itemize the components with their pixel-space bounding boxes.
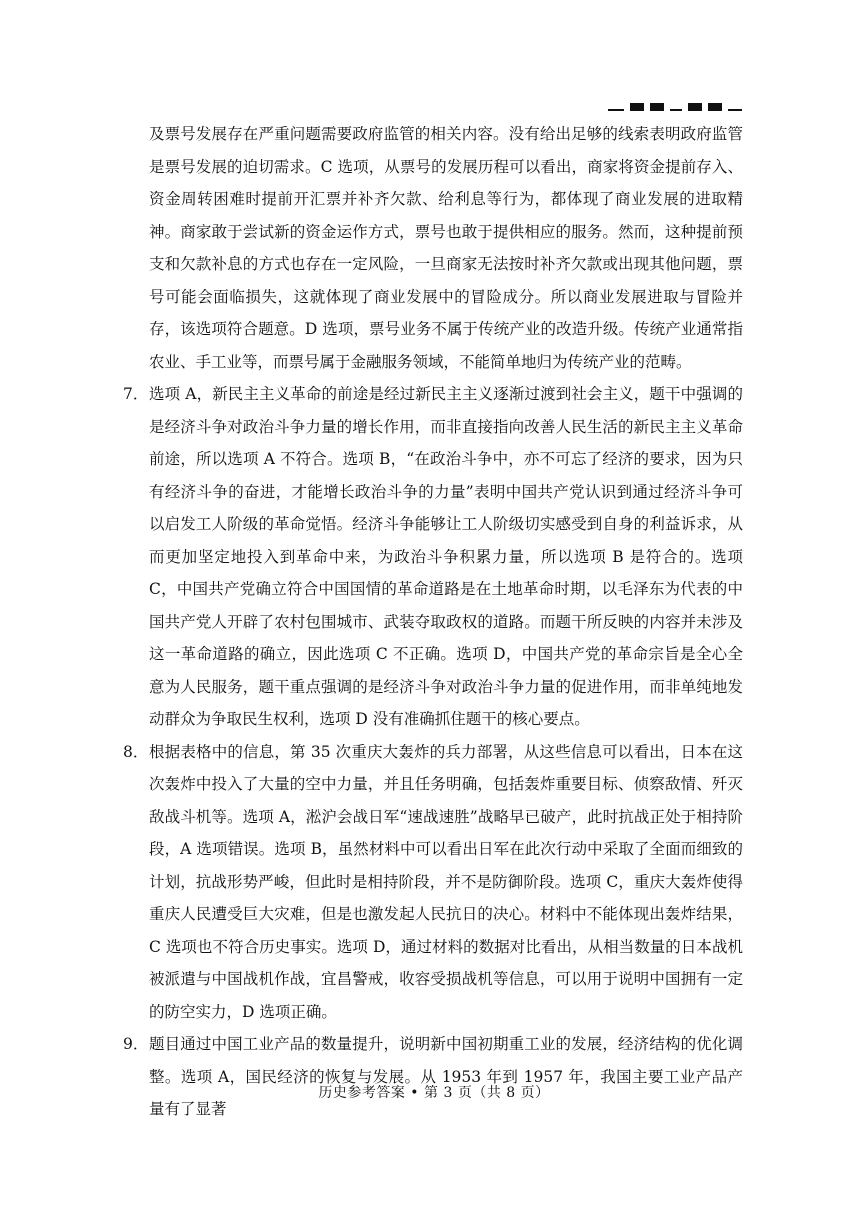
item-number: 8．	[123, 742, 149, 761]
answer-content	[123, 118, 743, 1126]
item-text: 根据表格中的信息，第 35 次重庆大轰炸的兵力部署，从这些信息可以看出，日本在这次轰炸中投入了大量的空中力量，并且任务明确，包括轰炸重要目标、侦察敌情、歼灭敌战斗机等。选项 A，淞沪会战日军“速战速胜”战略早已破产，此时抗战正处于相持阶段，A 选项错误。选项 B，虽然材料中可以看出日军在此次行动中采取了全面而细致的计划，抗战形势严峻，但此时是相持阶段，并不是防御阶段。选项 C，重庆大轰炸使得重庆人民遭受巨大灾难，但是也激发起人民抗日的决心。材料中不能体现出轰炸结果，C 选项也不符合历史事实。选项 D，通过材料的数据对比看出，从相当数量的日本战机被派遣与中国战机作战，宜昌警戒，收容受损战机等信息，可以用于说明中国拥有一定的防空实力，D 选项正确。	[149, 742, 743, 1021]
mark-block	[630, 103, 644, 111]
item-text: 题目通过中国工业产品的数量提升，说明新中国初期重工业的发展，经济结构的优化调整。选项 A，国民经济的恢复与发展。从 1953 年到 1957 年，我国主要工业产品产量有了显著	[149, 1035, 743, 1118]
mark-dash	[608, 109, 624, 111]
page-footer: 历史参考答案 • 第 3 页（共 8 页）	[318, 1085, 550, 1101]
mark-block	[688, 103, 702, 111]
continuation-paragraph: 及票号发展存在严重问题需要政府监管的相关内容。没有给出足够的线索表明政府监管是票号发展的迫切需求。C 选项，从票号的发展历程可以看出，商家将资金提前存入、资金周转困难时提前开汇票并补齐欠款、给利息等行为，都体现了商业发展的进取精神。商家敢于尝试新的资金运作方式，票号也敢于提供相应的服务。然而，这种提前预支和欠款补息的方式也存在一定风险，一旦商家无法按时补齐欠款或出现其他问题，票号可能会面临损失，这就体现了商业发展中的冒险成分。所以商业发展进取与冒险并存，该选项符合题意。D 选项，票号业务不属于传统产业的改造升级。传统产业通常指农业、手工业等，而票号属于金融服务领域，不能简单地归为传统产业的范畴。	[149, 125, 743, 371]
mark-block	[708, 103, 722, 111]
answer-item-8	[123, 736, 743, 1029]
mark-dash	[728, 109, 742, 111]
answer-item-9	[123, 1028, 743, 1126]
mark-block	[650, 103, 664, 111]
item-number: 7．	[123, 385, 149, 403]
item-number: 9．	[123, 1035, 149, 1053]
mark-bracket	[670, 109, 682, 111]
answer-item-7	[123, 378, 743, 736]
item-text: 选项 A，新民主主义革命的前途是经过新民主主义逐渐过渡到社会主义，题干中强调的是经济斗争对政治斗争力量的增长作用，而非直接指向改善人民生活的新民主主义革命前途，所以选项 A 不符合。选项 B，“在政治斗争中，亦不可忘了经济的要求，因为只有经济斗争的奋进，才能增长政治斗争的力量”表明中国共产党认识到通过经济斗争可以启发工人阶级的革命觉悟。经济斗争能够让工人阶级切实感受到自身的利益诉求，从而更加坚定地投入到革命中来，为政治斗争积累力量，所以选项 B 是符合的。选项 C，中国共产党确立符合中国国情的革命道路是在土地革命时期，以毛泽东为代表的中国共产党人开辟了农村包围城市、武装夺取政权的道路。而题干所反映的内容并未涉及这一革命道路的确立，因此选项 C 不正确。选项 D，中国共产党的革命宗旨是全心全意为人民服务，题干重点强调的是经济斗争对政治斗争力量的促进作用，而非单纯地发动群众为争取民生权利，选项 D 没有准确抓住题干的核心要点。	[149, 385, 743, 728]
header-marks	[608, 97, 742, 111]
